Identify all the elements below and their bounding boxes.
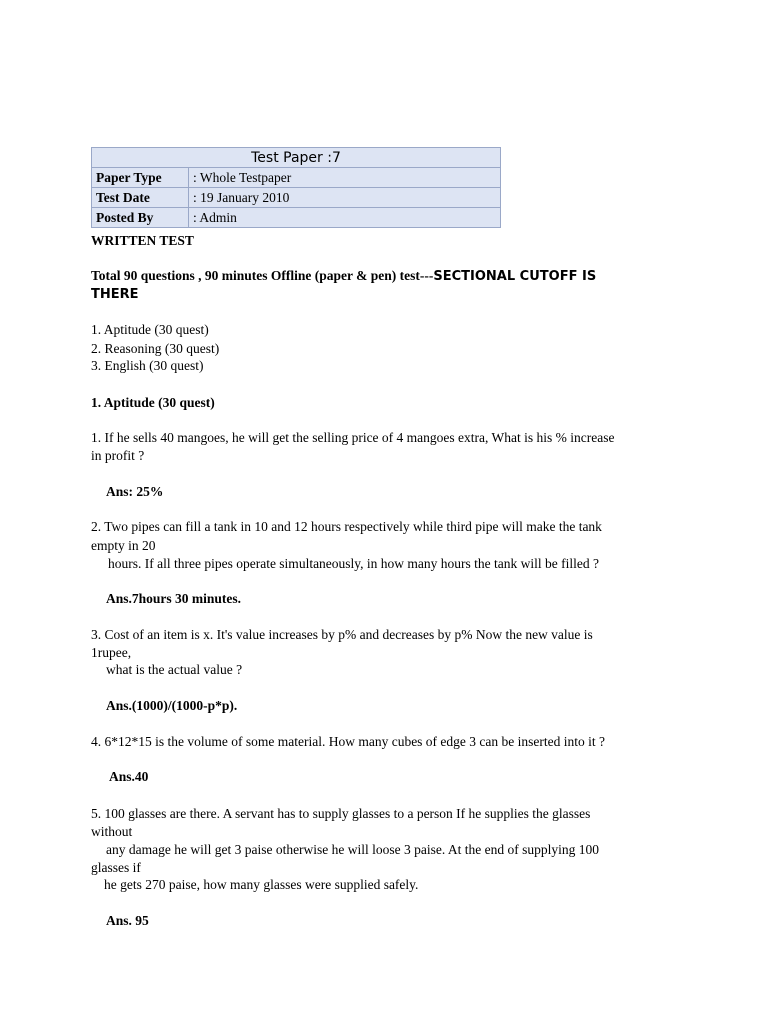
question-1-line: 1. If he sells 40 mangoes, he will get the selling price of 4 mangoes extra, What is his % increase — [91, 430, 615, 445]
question-2-line: empty in 20 — [91, 538, 156, 553]
question-5-line: he gets 270 paise, how many glasses were supplied safely. — [104, 877, 419, 892]
cutoff-text: SECTIONAL CUTOFF IS — [433, 269, 597, 284]
answer-1: Ans: 25% — [106, 484, 164, 499]
paper-title: Test Paper :7 — [92, 148, 501, 168]
info-row-posted-by — [92, 208, 501, 228]
question-3-line: 3. Cost of an item is x. It's value increases by p% and decreases by p% Now the new value is — [91, 627, 593, 642]
answer-5: Ans. 95 — [106, 913, 149, 928]
written-test-heading: WRITTEN TEST — [91, 233, 194, 248]
answer-4: Ans.40 — [109, 769, 149, 784]
answer-2: Ans.7hours 30 minutes. — [106, 591, 242, 606]
intro-line-1 — [91, 268, 596, 284]
intro-text: Total 90 questions , 90 minutes Offline (paper & pen) test--- — [91, 268, 434, 283]
question-2-line: hours. If all three pipes operate simultaneously, in how many hours the tank will be filled ? — [108, 556, 600, 571]
question-3-line: 1rupee, — [91, 645, 132, 660]
info-key: Posted By — [92, 208, 189, 228]
info-value: : 19 January 2010 — [189, 188, 501, 208]
question-4-line: 4. 6*12*15 is the volume of some material. How many cubes of edge 3 can be inserted into it ? — [91, 734, 605, 749]
paper-info-table — [91, 147, 501, 228]
info-key: Paper Type — [92, 168, 189, 188]
section-list-item: 3. English (30 quest) — [91, 358, 204, 373]
info-key: Test Date — [92, 188, 189, 208]
question-5-line: without — [91, 824, 133, 839]
info-row-paper-type — [92, 168, 501, 188]
question-5-line: any damage he will get 3 paise otherwise he will loose 3 paise. At the end of supplying 100 — [106, 842, 600, 857]
question-5-line: 5. 100 glasses are there. A servant has to supply glasses to a person If he supplies the glasses — [91, 806, 591, 821]
question-5-line: glasses if — [91, 860, 141, 875]
question-1-line: in profit ? — [91, 448, 145, 463]
info-value: : Admin — [189, 208, 501, 228]
answer-3: Ans.(1000)/(1000-p*p). — [106, 698, 238, 713]
intro-line-2: THERE — [91, 287, 139, 302]
info-value: : Whole Testpaper — [189, 168, 501, 188]
section-heading-aptitude: 1. Aptitude (30 quest) — [91, 395, 215, 410]
question-3-line: what is the actual value ? — [106, 662, 243, 677]
section-list-item: 2. Reasoning (30 quest) — [91, 341, 220, 356]
section-list-item: 1. Aptitude (30 quest) — [91, 322, 209, 337]
info-row-test-date — [92, 188, 501, 208]
question-2-line: 2. Two pipes can fill a tank in 10 and 12 hours respectively while third pipe will make the tank — [91, 519, 602, 534]
